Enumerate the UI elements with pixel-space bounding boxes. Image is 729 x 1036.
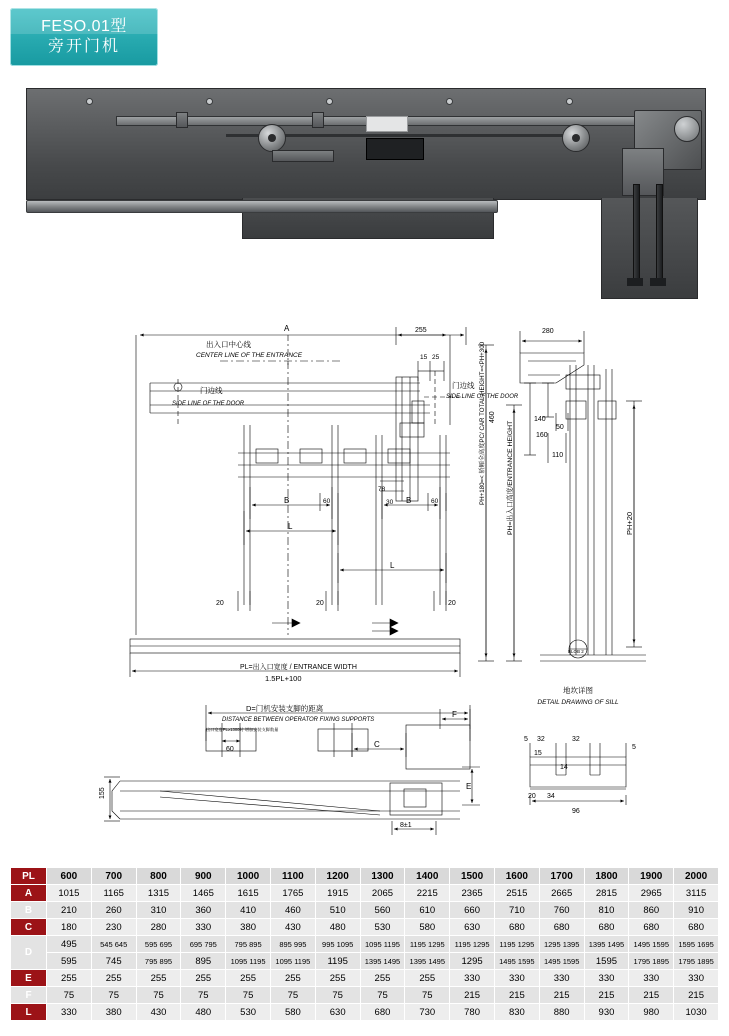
table-header-pl: PL bbox=[11, 868, 47, 885]
label-sill-32-b: 32 bbox=[572, 736, 580, 743]
cell: 745 bbox=[91, 953, 136, 970]
cell: 180 bbox=[47, 919, 92, 936]
table-header-cell: 600 bbox=[47, 868, 92, 885]
cell: 660 bbox=[450, 902, 495, 919]
label-height-note-3: PH+20 bbox=[625, 511, 634, 535]
cell: 75 bbox=[405, 987, 450, 1004]
cell: 680 bbox=[360, 1004, 405, 1021]
cell: 680 bbox=[674, 919, 719, 936]
label-dim-d-left-60: 60 bbox=[226, 746, 234, 753]
label-sill-cn: 地坎详图 bbox=[563, 686, 593, 695]
pulley-hub-icon bbox=[572, 134, 580, 142]
cell-split bbox=[270, 953, 315, 970]
table-row bbox=[11, 987, 719, 1004]
label-dim-25: 25 bbox=[432, 354, 440, 361]
cell: 330 bbox=[674, 970, 719, 987]
label-door-side-en: SIDE LINE OF THE DOOR bbox=[172, 401, 245, 407]
cell: 75 bbox=[136, 987, 181, 1004]
label-sill-5-left: 5 bbox=[524, 736, 528, 743]
label-dim-C: C bbox=[374, 740, 380, 749]
pulley-hub-icon bbox=[268, 134, 276, 142]
row-label-a: A bbox=[11, 885, 47, 902]
cell-split bbox=[360, 953, 405, 970]
cell-split bbox=[405, 953, 450, 970]
cell-split bbox=[270, 936, 315, 953]
label-dim-20-1: 20 bbox=[216, 600, 224, 607]
label-pl-note: PL=出入口宽度 / ENTRANCE WIDTH bbox=[240, 664, 357, 671]
cell: 330 bbox=[450, 970, 495, 987]
cell: 710 bbox=[494, 902, 539, 919]
table-header-cell: 1300 bbox=[360, 868, 405, 885]
table-header-row bbox=[11, 868, 719, 885]
cell-split bbox=[494, 953, 539, 970]
cell: 680 bbox=[584, 919, 629, 936]
cell: 1765 bbox=[270, 885, 315, 902]
cell: 255 bbox=[91, 970, 136, 987]
cell: 330 bbox=[539, 970, 584, 987]
label-pl-formula: 1.5PL+100 bbox=[265, 674, 302, 683]
label-height-note-1: PH+180=< 轿厢全高度PC/ CAR TOTAL HEIGHT=<PH+300 bbox=[479, 341, 486, 505]
cell: 680 bbox=[494, 919, 539, 936]
cell-part: 1395 1495 bbox=[364, 956, 401, 966]
label-d-note-cn: D=门机安装支脚的距离 bbox=[246, 704, 324, 713]
cell: 255 bbox=[315, 970, 360, 987]
spec-table-wrapper bbox=[10, 867, 719, 1021]
cell: 580 bbox=[405, 919, 450, 936]
table-header-cell: 800 bbox=[136, 868, 181, 885]
label-door-side-cn-2: 门边线 bbox=[452, 381, 475, 390]
cell: 930 bbox=[584, 1004, 629, 1021]
photo-fastener bbox=[326, 98, 333, 105]
label-dim-78: 78 bbox=[378, 486, 386, 493]
cell: 255 bbox=[405, 970, 450, 987]
row-label-e: E bbox=[11, 970, 47, 987]
label-dim-60-b: 60 bbox=[431, 498, 439, 505]
label-height-note-2: PH=出入口高度/ENTRANCE HEIGHT bbox=[507, 420, 514, 535]
label-dim-460: 460 bbox=[489, 411, 496, 423]
cell: 1015 bbox=[47, 885, 92, 902]
label-dim-255: 255 bbox=[415, 327, 427, 334]
label-centerline-en: CENTER LINE OF THE ENTRANCE bbox=[196, 352, 303, 359]
label-d-small-note: 出口宽度PL≥1300时 增加安装支脚数量 bbox=[206, 727, 279, 732]
cell-part: 1595 1695 bbox=[678, 939, 714, 949]
cell: 580 bbox=[270, 1004, 315, 1021]
label-dim-280: 280 bbox=[542, 328, 554, 335]
photo-fastener bbox=[566, 98, 573, 105]
table-row bbox=[11, 919, 719, 936]
cell: 260 bbox=[91, 902, 136, 919]
table-header-cell: 900 bbox=[181, 868, 226, 885]
photo-controller-box bbox=[366, 138, 424, 160]
label-dim-110: 110 bbox=[552, 452, 564, 459]
cell: 255 bbox=[181, 970, 226, 987]
cell-part: 1395 1495 bbox=[409, 956, 445, 966]
cell: 2665 bbox=[539, 885, 584, 902]
label-dim-B-left: B bbox=[284, 496, 290, 505]
table-header-cell: 1800 bbox=[584, 868, 629, 885]
table-header-cell: 1500 bbox=[450, 868, 495, 885]
cell-split bbox=[674, 936, 719, 953]
photo-arm-foot-left bbox=[627, 278, 643, 286]
spec-table bbox=[10, 867, 719, 1021]
cell: 75 bbox=[315, 987, 360, 1004]
cell-split bbox=[91, 936, 136, 953]
cell: 1030 bbox=[674, 1004, 719, 1021]
label-dim-160: 160 bbox=[536, 432, 548, 439]
cell: 2215 bbox=[405, 885, 450, 902]
label-sill-96: 96 bbox=[572, 808, 580, 815]
cell: 255 bbox=[226, 970, 271, 987]
table-row bbox=[11, 953, 719, 970]
cell: 1295 bbox=[450, 953, 495, 970]
cell: 330 bbox=[629, 970, 674, 987]
label-dim-E: E bbox=[466, 782, 472, 791]
label-sill-32-a: 32 bbox=[537, 736, 545, 743]
cell-part: 1195 1295 bbox=[409, 939, 445, 949]
cell-part: 995 1095 bbox=[322, 939, 354, 949]
cell: 75 bbox=[181, 987, 226, 1004]
cell: 595 bbox=[47, 953, 92, 970]
label-dim-50: 50 bbox=[556, 424, 564, 431]
cell: 310 bbox=[136, 902, 181, 919]
table-row bbox=[11, 936, 719, 953]
photo-pulley-left bbox=[258, 124, 286, 152]
cell-split bbox=[539, 953, 584, 970]
cell: 730 bbox=[405, 1004, 450, 1021]
cell: 810 bbox=[584, 902, 629, 919]
cell: 510 bbox=[315, 902, 360, 919]
cell-split bbox=[539, 936, 584, 953]
cell: 255 bbox=[136, 970, 181, 987]
photo-hanger-bracket-left bbox=[176, 112, 188, 128]
cell: 75 bbox=[91, 987, 136, 1004]
label-dim-L-lower: L bbox=[390, 561, 395, 570]
label-dim-155: 155 bbox=[99, 787, 106, 799]
cell-part: 1395 1495 bbox=[588, 939, 625, 949]
table-header-cell: 1200 bbox=[315, 868, 360, 885]
cell: 330 bbox=[494, 970, 539, 987]
cell: 215 bbox=[539, 987, 584, 1004]
cell: 1595 bbox=[584, 953, 629, 970]
cell: 215 bbox=[494, 987, 539, 1004]
cell-part: 895 995 bbox=[279, 939, 307, 949]
photo-hanger-bracket-right bbox=[312, 112, 324, 128]
cell: 1615 bbox=[226, 885, 271, 902]
label-dim-30: 30 bbox=[386, 499, 394, 506]
cell: 460 bbox=[270, 902, 315, 919]
label-dim-60-a: 60 bbox=[323, 498, 331, 505]
cell: 380 bbox=[91, 1004, 136, 1021]
cell: 1465 bbox=[181, 885, 226, 902]
cell: 910 bbox=[674, 902, 719, 919]
cell: 255 bbox=[270, 970, 315, 987]
table-header-cell: 2000 bbox=[674, 868, 719, 885]
cell: 560 bbox=[360, 902, 405, 919]
cell: 530 bbox=[226, 1004, 271, 1021]
label-dim-20-2: 20 bbox=[316, 600, 324, 607]
photo-nameplate bbox=[366, 116, 408, 132]
photo-motor-disc bbox=[674, 116, 700, 142]
row-label-l: L bbox=[11, 1004, 47, 1021]
cell-split bbox=[181, 936, 226, 953]
cell: 780 bbox=[450, 1004, 495, 1021]
cell: 610 bbox=[405, 902, 450, 919]
label-dim-15: 15 bbox=[420, 354, 428, 361]
table-row bbox=[11, 970, 719, 987]
cell: 630 bbox=[450, 919, 495, 936]
table-row bbox=[11, 885, 719, 902]
cell-part: 1095 1195 bbox=[275, 956, 311, 966]
cell: 480 bbox=[181, 1004, 226, 1021]
row-label-b: B bbox=[11, 902, 47, 919]
cell-part: 795 895 bbox=[144, 956, 173, 966]
cell: 215 bbox=[629, 987, 674, 1004]
cell: 75 bbox=[226, 987, 271, 1004]
cell: 360 bbox=[181, 902, 226, 919]
cell: 2515 bbox=[494, 885, 539, 902]
cell: 480 bbox=[315, 919, 360, 936]
label-dim-F: F bbox=[452, 710, 457, 719]
photo-fastener bbox=[86, 98, 93, 105]
cell-split bbox=[584, 936, 629, 953]
table-header-cell: 1700 bbox=[539, 868, 584, 885]
photo-fastener bbox=[206, 98, 213, 105]
table-header-cell: 1600 bbox=[494, 868, 539, 885]
label-sill-5-right: 5 bbox=[632, 744, 636, 751]
table-header-cell: 1900 bbox=[629, 868, 674, 885]
cell-part: 1295 1395 bbox=[543, 939, 580, 949]
cell: 410 bbox=[226, 902, 271, 919]
cell: 380 bbox=[226, 919, 271, 936]
cell: 860 bbox=[629, 902, 674, 919]
label-sill-en: DETAIL DRAWING OF SILL bbox=[537, 699, 619, 706]
table-header-cell: 1000 bbox=[226, 868, 271, 885]
row-label-f: F bbox=[11, 987, 47, 1004]
cell-split bbox=[405, 936, 450, 953]
table-row bbox=[11, 902, 719, 919]
cell-part: 1795 1895 bbox=[678, 956, 714, 966]
row-label-d: D bbox=[11, 936, 47, 970]
cell: 255 bbox=[360, 970, 405, 987]
label-sill-14: 14 bbox=[560, 764, 568, 771]
cell: 2365 bbox=[450, 885, 495, 902]
cell-part: 595 695 bbox=[144, 939, 173, 949]
cell: 2965 bbox=[629, 885, 674, 902]
cell-part: 1795 1895 bbox=[633, 956, 669, 966]
cell: 75 bbox=[47, 987, 92, 1004]
cell: 3115 bbox=[674, 885, 719, 902]
photo-pulley-right bbox=[562, 124, 590, 152]
label-dim-8pm1: 8±1 bbox=[400, 822, 412, 829]
label-centerline-cn: 出入口中心线 bbox=[206, 340, 251, 349]
label-blob: BLOB 2 bbox=[568, 649, 584, 654]
cell-part: 1495 1595 bbox=[633, 939, 669, 949]
cell-part: 1195 1295 bbox=[499, 939, 535, 949]
cell-part: 695 795 bbox=[189, 939, 217, 949]
cell: 330 bbox=[47, 1004, 92, 1021]
model-name-line2: 旁开门机 bbox=[47, 38, 120, 55]
label-door-side-cn: 门边线 bbox=[200, 386, 223, 395]
label-sill-34: 34 bbox=[547, 793, 555, 800]
label-d-note-en: DISTANCE BETWEEN OPERATOR FIXING SUPPORTS bbox=[222, 717, 375, 723]
cell-part: 1495 1595 bbox=[499, 956, 535, 966]
cell: 530 bbox=[360, 919, 405, 936]
cell: 210 bbox=[47, 902, 92, 919]
cell: 330 bbox=[584, 970, 629, 987]
cell-split bbox=[136, 936, 181, 953]
cell-split bbox=[674, 953, 719, 970]
cell-split bbox=[315, 936, 360, 953]
cell: 630 bbox=[315, 1004, 360, 1021]
cell: 215 bbox=[584, 987, 629, 1004]
photo-door-arm-right bbox=[656, 184, 663, 286]
model-name-line1: FESO.01型 bbox=[41, 18, 127, 35]
cell-part: 795 895 bbox=[234, 939, 262, 949]
cell: 2815 bbox=[584, 885, 629, 902]
cell-part: 545 645 bbox=[100, 939, 128, 949]
cell: 75 bbox=[270, 987, 315, 1004]
cell: 215 bbox=[674, 987, 719, 1004]
cell: 680 bbox=[539, 919, 584, 936]
cell-split bbox=[629, 936, 674, 953]
cell: 1165 bbox=[91, 885, 136, 902]
cell: 1315 bbox=[136, 885, 181, 902]
cell: 895 bbox=[181, 953, 226, 970]
cell-split bbox=[226, 953, 271, 970]
label-dim-L-upper: L bbox=[288, 522, 293, 531]
cell: 760 bbox=[539, 902, 584, 919]
table-header-cell: 1400 bbox=[405, 868, 450, 885]
door-operator-photo bbox=[26, 88, 704, 298]
row-label-c: C bbox=[11, 919, 47, 936]
label-door-side-en-2: SIDE LINE OF THE DOOR bbox=[446, 394, 519, 400]
label-dim-A: A bbox=[284, 324, 290, 333]
cell: 495 bbox=[47, 936, 92, 953]
photo-coupler-bracket bbox=[272, 150, 334, 162]
cell: 255 bbox=[47, 970, 92, 987]
photo-arm-foot-right bbox=[650, 278, 666, 286]
photo-fastener bbox=[446, 98, 453, 105]
cell: 330 bbox=[181, 919, 226, 936]
label-dim-140: 140 bbox=[534, 416, 546, 423]
cell-part: 1195 1295 bbox=[454, 939, 490, 949]
table-header-cell: 700 bbox=[91, 868, 136, 885]
photo-sill-rail bbox=[26, 200, 498, 213]
cell: 430 bbox=[136, 1004, 181, 1021]
cell: 230 bbox=[91, 919, 136, 936]
cell-part: 1495 1595 bbox=[543, 956, 580, 966]
table-header-cell: 1100 bbox=[270, 868, 315, 885]
cell-split bbox=[226, 936, 271, 953]
photo-door-arm-left bbox=[633, 184, 640, 286]
cell: 680 bbox=[629, 919, 674, 936]
label-dim-B-right: B bbox=[406, 496, 412, 505]
cell: 215 bbox=[450, 987, 495, 1004]
cell: 280 bbox=[136, 919, 181, 936]
cell: 430 bbox=[270, 919, 315, 936]
cell: 830 bbox=[494, 1004, 539, 1021]
label-dim-20-3: 20 bbox=[448, 600, 456, 607]
cell-split bbox=[494, 936, 539, 953]
cell: 75 bbox=[360, 987, 405, 1004]
cell-part: 1095 1195 bbox=[230, 956, 266, 966]
cell: 880 bbox=[539, 1004, 584, 1021]
cell-part: 1095 1195 bbox=[365, 939, 400, 949]
cell: 980 bbox=[629, 1004, 674, 1021]
drawing-svg bbox=[0, 305, 729, 850]
label-sill-15: 15 bbox=[534, 750, 542, 757]
label-sill-20: 20 bbox=[528, 793, 536, 800]
cell: 1915 bbox=[315, 885, 360, 902]
cell-split bbox=[450, 936, 495, 953]
table-row bbox=[11, 1004, 719, 1021]
technical-drawing bbox=[0, 305, 729, 850]
cell-split bbox=[360, 936, 405, 953]
model-badge bbox=[10, 8, 158, 66]
cell: 1195 bbox=[315, 953, 360, 970]
cell-split bbox=[136, 953, 181, 970]
cell-split bbox=[629, 953, 674, 970]
cell: 2065 bbox=[360, 885, 405, 902]
